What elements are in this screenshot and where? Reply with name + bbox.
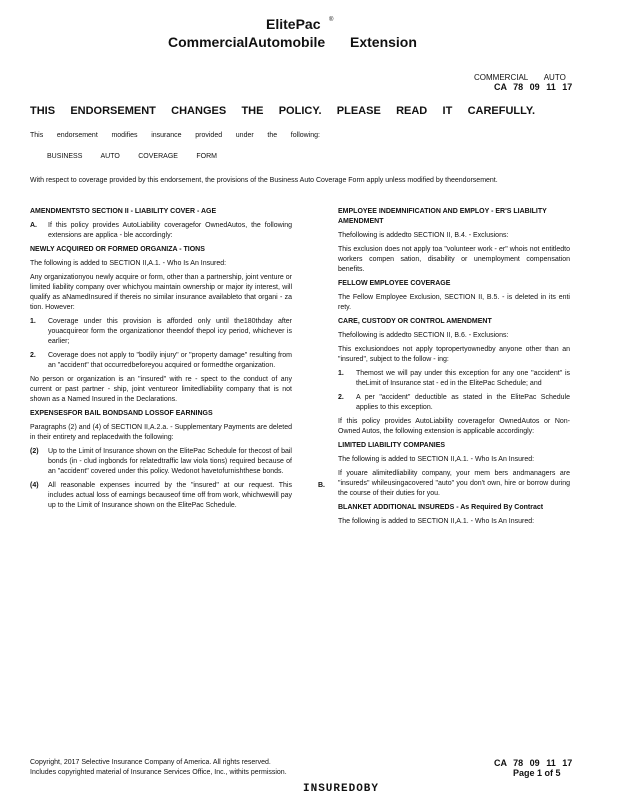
copyright-line-1: Copyright, 2017 Selective Insurance Company of America. All rights reserved.: [30, 759, 271, 766]
form-code-header: CA 78 09 11 17: [494, 82, 573, 92]
form-title-part2: Extension: [350, 34, 417, 50]
heading-newly-acquired: NEWLY ACQUIRED OR FORMED ORGANIZA - TIONS: [30, 246, 205, 253]
heading-amendments: AMENDMENTSTO SECTION II - LIABILITY COVER - AGE: [30, 208, 217, 215]
endorsement-notice: THIS ENDORSEMENT CHANGES THE POLICY. PLEASE READ IT CAREFULLY.: [30, 105, 535, 117]
list-text: Coverage under this provision is afforded only until the180thday after youacquireor form the organizationor theendof thepol icy period, whichever is earlier;: [48, 318, 292, 345]
list-number: (4): [30, 482, 39, 489]
heading-limited-liability: LIMITED LIABILITY COMPANIES: [338, 442, 446, 449]
list-item: [30, 351, 292, 371]
right-column: [338, 207, 570, 531]
list-number: (2): [30, 448, 39, 455]
list-item: [30, 481, 292, 511]
section-b-label: B.: [318, 482, 325, 489]
form-reference: BUSINESS AUTO COVERAGE FORM: [47, 153, 217, 160]
heading-employee-indemnification: EMPLOYEE INDEMNIFICATION AND EMPLOY - ER'S LIABILITY AMENDMENT: [338, 208, 547, 225]
list-item: [338, 369, 570, 389]
section-a-text: If this policy provides AutoLiability coveragefor OwnedAutos, the following extensions are applica - ble accordingly:: [48, 222, 292, 239]
registered-mark: ®: [329, 17, 334, 23]
paragraph: The following is added to SECTION II,A.1. - Who Is An Insured:: [30, 260, 227, 267]
intro-respect: With respect to coverage provided by this endorsement, the provisions of the Business Auto Coverage Form apply unless modified by theendorsement.: [30, 177, 498, 184]
list-item: [30, 317, 292, 347]
watermark-text: INSUREDOBY: [303, 783, 380, 795]
left-column: [30, 207, 292, 515]
list-number: 1.: [30, 318, 36, 325]
list-text: Up to the Limit of Insurance shown on the ElitePac Schedule for thecost of bail bonds (in - clud ingbonds for relatedtraffic law viola tions) required because of an "accident" covered under this policy. Wedonot havetofurnishthese bonds.: [48, 448, 292, 475]
paragraph: The Fellow Employee Exclusion, SECTION II, B.5. - is deleted in its enti rety.: [338, 294, 570, 311]
list-number: 2.: [30, 352, 36, 359]
list-text: Coverage does not apply to "bodily injury" or "property damage" resulting from an "accident" that occurredbeforeyou acquired or formedthe organization.: [48, 352, 292, 369]
paragraph: The following is added to SECTION II,A.1. - Who Is An Insured:: [338, 456, 535, 463]
list-item: [30, 447, 292, 477]
section-a: [30, 221, 292, 241]
paragraph: If youare alimitedliability company, your mem bers andmanagers are "insureds" whileusingacovered "auto" you don't own, hire or borrow during the course of their duties for you.: [338, 470, 570, 497]
paragraph: Any organizationyou newly acquire or form, other than a partnership, joint venture or limited liability company over whichyou maintain ownership or major ity interest, will qualify as aNamedInsured if thereis no similar insurance availableto that organi - za tion. However:: [30, 274, 292, 311]
section-b-text: If this policy provides AutoLiability coveragefor OwnedAutos or Non-Owned Autos, the following extension is applicable accordingly:: [338, 418, 570, 435]
form-category-label: COMMERCIAL AUTO: [474, 73, 566, 82]
copyright-block: [30, 758, 410, 778]
page-number: Page 1 of 5: [513, 768, 561, 778]
list-text: All reasonable expenses incurred by the "insured" at our request. This includes actual loss of earnings becauseof time off from work, whichwewill pay up to the Limit of Insurance shown on the ElitePac Schedule.: [48, 482, 292, 509]
paragraph: The following is added to SECTION II,A.1. - Who Is An Insured:: [338, 518, 535, 525]
heading-bail-bonds: EXPENSESFOR BAIL BONDSAND LOSSOF EARNINGS: [30, 410, 213, 417]
paragraph: No person or organization is an "insured" with re - spect to the conduct of any current or past partner - ship, joint ventureor limitedliability company that is not shown as a Named Insured in the Declarations.: [30, 376, 292, 403]
list-text: Themost we will pay under this exception for any one "accident" is theLimit of Insurance stat - ed in the ElitePac Schedule; and: [356, 370, 570, 387]
paragraph: This exclusion does not apply toa "volunteer work - er" whois not entitledto workers compen sation, disability or unemployment compensation benefits.: [338, 246, 570, 273]
paragraph: Thefollowing is addedto SECTION II, B.4. - Exclusions:: [338, 232, 509, 239]
heading-blanket-additional-insureds: BLANKET ADDITIONAL INSUREDS - As Required By Contract: [338, 504, 544, 511]
form-code-footer: CA 78 09 11 17: [494, 758, 573, 768]
brand-title: ElitePac: [266, 16, 321, 32]
form-title-part1: CommercialAutomobile: [168, 34, 326, 50]
paragraph: Thefollowing is addedto SECTION II, B.6. - Exclusions:: [338, 332, 509, 339]
list-item: [338, 393, 570, 413]
list-number: 1.: [338, 370, 344, 377]
paragraph: Paragraphs (2) and (4) of SECTION II,A.2.a. - Supplementary Payments are deleted in their entirety and replacedwith the following:: [30, 424, 292, 441]
paragraph: This exclusiondoes not apply topropertyownedby anyone other than an "insured", subject to the follow - ing:: [338, 346, 570, 363]
heading-care-custody: CARE, CUSTODY OR CONTROL AMENDMENT: [338, 318, 492, 325]
section-a-label: A.: [30, 222, 37, 229]
copyright-line-2: Includes copyrighted material of Insurance Services Office, Inc., withits permission.: [30, 769, 287, 776]
heading-fellow-employee: FELLOW EMPLOYEE COVERAGE: [338, 280, 451, 287]
list-text: A per "accident" deductible as stated in the ElitePac Schedule applies to this exception.: [356, 394, 570, 411]
list-number: 2.: [338, 394, 344, 401]
intro-modifies: This endorsement modifies insurance provided under the following:: [30, 132, 320, 139]
